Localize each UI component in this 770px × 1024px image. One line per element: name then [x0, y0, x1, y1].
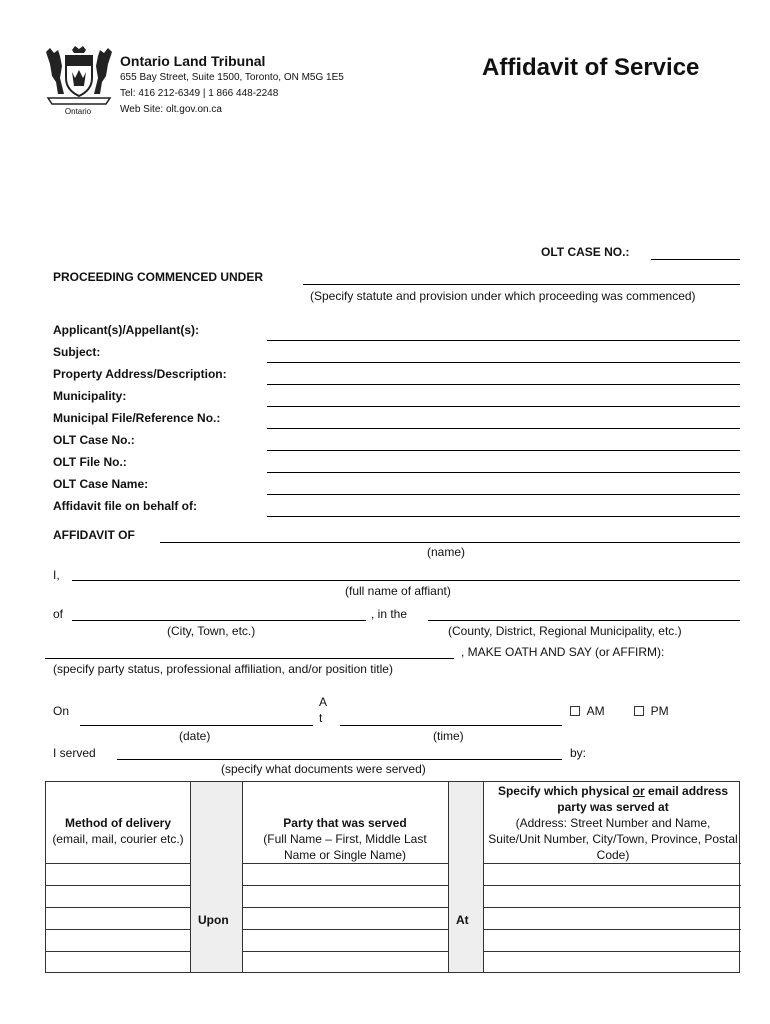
- oath-text: , MAKE OATH AND SAY (or AFFIRM):: [461, 645, 665, 659]
- address-cell[interactable]: [483, 863, 741, 885]
- field-label: Municipality:: [53, 389, 127, 403]
- field-label: Affidavit file on behalf of:: [53, 499, 197, 513]
- i-label: I,: [53, 568, 60, 582]
- affiant-fullname-hint: (full name of affiant): [345, 584, 451, 598]
- service-table: [45, 781, 740, 973]
- affidavit-name-input[interactable]: [160, 542, 740, 543]
- ontario-coat-of-arms-logo: [42, 44, 116, 118]
- field-label: OLT File No.:: [53, 455, 127, 469]
- org-website: Web Site: olt.gov.on.ca: [120, 104, 222, 115]
- field-input[interactable]: [267, 340, 740, 341]
- field-input[interactable]: [267, 516, 740, 517]
- field-input[interactable]: [267, 428, 740, 429]
- pm-label: PM: [650, 704, 669, 718]
- address-cell[interactable]: [483, 907, 741, 929]
- party-header: [246, 815, 444, 863]
- party-status-hint: (specify party status, professional affiliation, and/or position title): [53, 662, 393, 676]
- address-cell[interactable]: [483, 951, 741, 973]
- address-header: [488, 783, 738, 863]
- org-phone: Tel: 416 212-6349 | 1 866 448-2248: [120, 88, 279, 99]
- am-box-icon: [570, 706, 580, 716]
- method-cell[interactable]: [46, 885, 190, 907]
- method-subtitle: (email, mail, courier etc.): [52, 832, 184, 846]
- at-label-a: A: [319, 695, 328, 709]
- form-title: Affidavit of Service: [482, 54, 700, 81]
- olt-case-no-label: OLT CASE NO.:: [541, 245, 630, 259]
- time-hint: (time): [433, 729, 464, 743]
- proceeding-hint: (Specify statute and provision under which proceeding was commenced): [310, 289, 696, 303]
- field-label: Applicant(s)/Appellant(s):: [53, 323, 199, 337]
- date-hint: (date): [179, 729, 211, 743]
- on-label: On: [53, 704, 70, 718]
- city-hint: (City, Town, etc.): [167, 624, 256, 638]
- method-cell[interactable]: [46, 907, 190, 929]
- field-label: Subject:: [53, 345, 101, 359]
- served-label: I served: [53, 746, 96, 760]
- field-input[interactable]: [267, 450, 740, 451]
- method-header: [48, 815, 188, 847]
- party-cell[interactable]: [242, 951, 448, 973]
- date-input[interactable]: [80, 725, 313, 726]
- address-title: Specify which physical or email address party was served at: [497, 784, 729, 814]
- in-the-label: , in the: [371, 607, 408, 621]
- field-input[interactable]: [267, 362, 740, 363]
- field-input[interactable]: [267, 384, 740, 385]
- field-label: Property Address/Description:: [53, 367, 227, 381]
- time-input[interactable]: [340, 725, 562, 726]
- party-cell[interactable]: [242, 885, 448, 907]
- am-checkbox[interactable]: [570, 704, 605, 718]
- proceeding-input[interactable]: [303, 284, 740, 285]
- upon-column: [190, 782, 242, 972]
- documents-hint: (specify what documents were served): [221, 762, 426, 776]
- at-label-t: t: [319, 711, 323, 725]
- org-name: Ontario Land Tribunal: [120, 53, 266, 69]
- field-input[interactable]: [267, 406, 740, 407]
- method-title: Method of delivery: [64, 816, 171, 830]
- field-label: Municipal File/Reference No.:: [53, 411, 221, 425]
- pm-box-icon: [634, 706, 644, 716]
- method-cell[interactable]: [46, 863, 190, 885]
- by-label: by:: [570, 746, 587, 760]
- of-label: of: [53, 607, 64, 621]
- at-label: At: [456, 913, 469, 927]
- field-input[interactable]: [267, 494, 740, 495]
- am-label: AM: [586, 704, 605, 718]
- upon-label: Upon: [198, 913, 229, 927]
- party-cell[interactable]: [242, 929, 448, 951]
- county-hint: (County, District, Regional Municipality, etc.): [448, 624, 682, 638]
- proceeding-label: PROCEEDING COMMENCED UNDER: [53, 270, 264, 284]
- logo-caption: Ontario: [64, 107, 92, 116]
- affiant-fullname-input[interactable]: [72, 580, 740, 581]
- address-cell[interactable]: [483, 885, 741, 907]
- party-title: Party that was served: [283, 816, 407, 830]
- pm-checkbox[interactable]: [634, 704, 669, 718]
- affidavit-name-hint: (name): [427, 545, 466, 559]
- party-cell[interactable]: [242, 863, 448, 885]
- field-label: OLT Case No.:: [53, 433, 135, 447]
- county-input[interactable]: [428, 620, 740, 621]
- party-status-input[interactable]: [45, 658, 454, 659]
- party-cell[interactable]: [242, 907, 448, 929]
- party-subtitle: (Full Name – First, Middle Last Name or Single Name): [263, 832, 427, 862]
- olt-case-no-input[interactable]: [651, 259, 740, 260]
- method-cell[interactable]: [46, 929, 190, 951]
- affidavit-of-label: AFFIDAVIT OF: [53, 528, 135, 542]
- field-input[interactable]: [267, 472, 740, 473]
- field-label: OLT Case Name:: [53, 477, 149, 491]
- at-column: [448, 782, 483, 972]
- address-cell[interactable]: [483, 929, 741, 951]
- method-cell[interactable]: [46, 951, 190, 973]
- address-subtitle: (Address: Street Number and Name, Suite/Unit Number, City/Town, Province, Postal Code): [488, 816, 738, 862]
- org-address: 655 Bay Street, Suite 1500, Toronto, ON M5G 1E5: [120, 72, 344, 83]
- city-input[interactable]: [72, 620, 366, 621]
- documents-input[interactable]: [117, 759, 562, 760]
